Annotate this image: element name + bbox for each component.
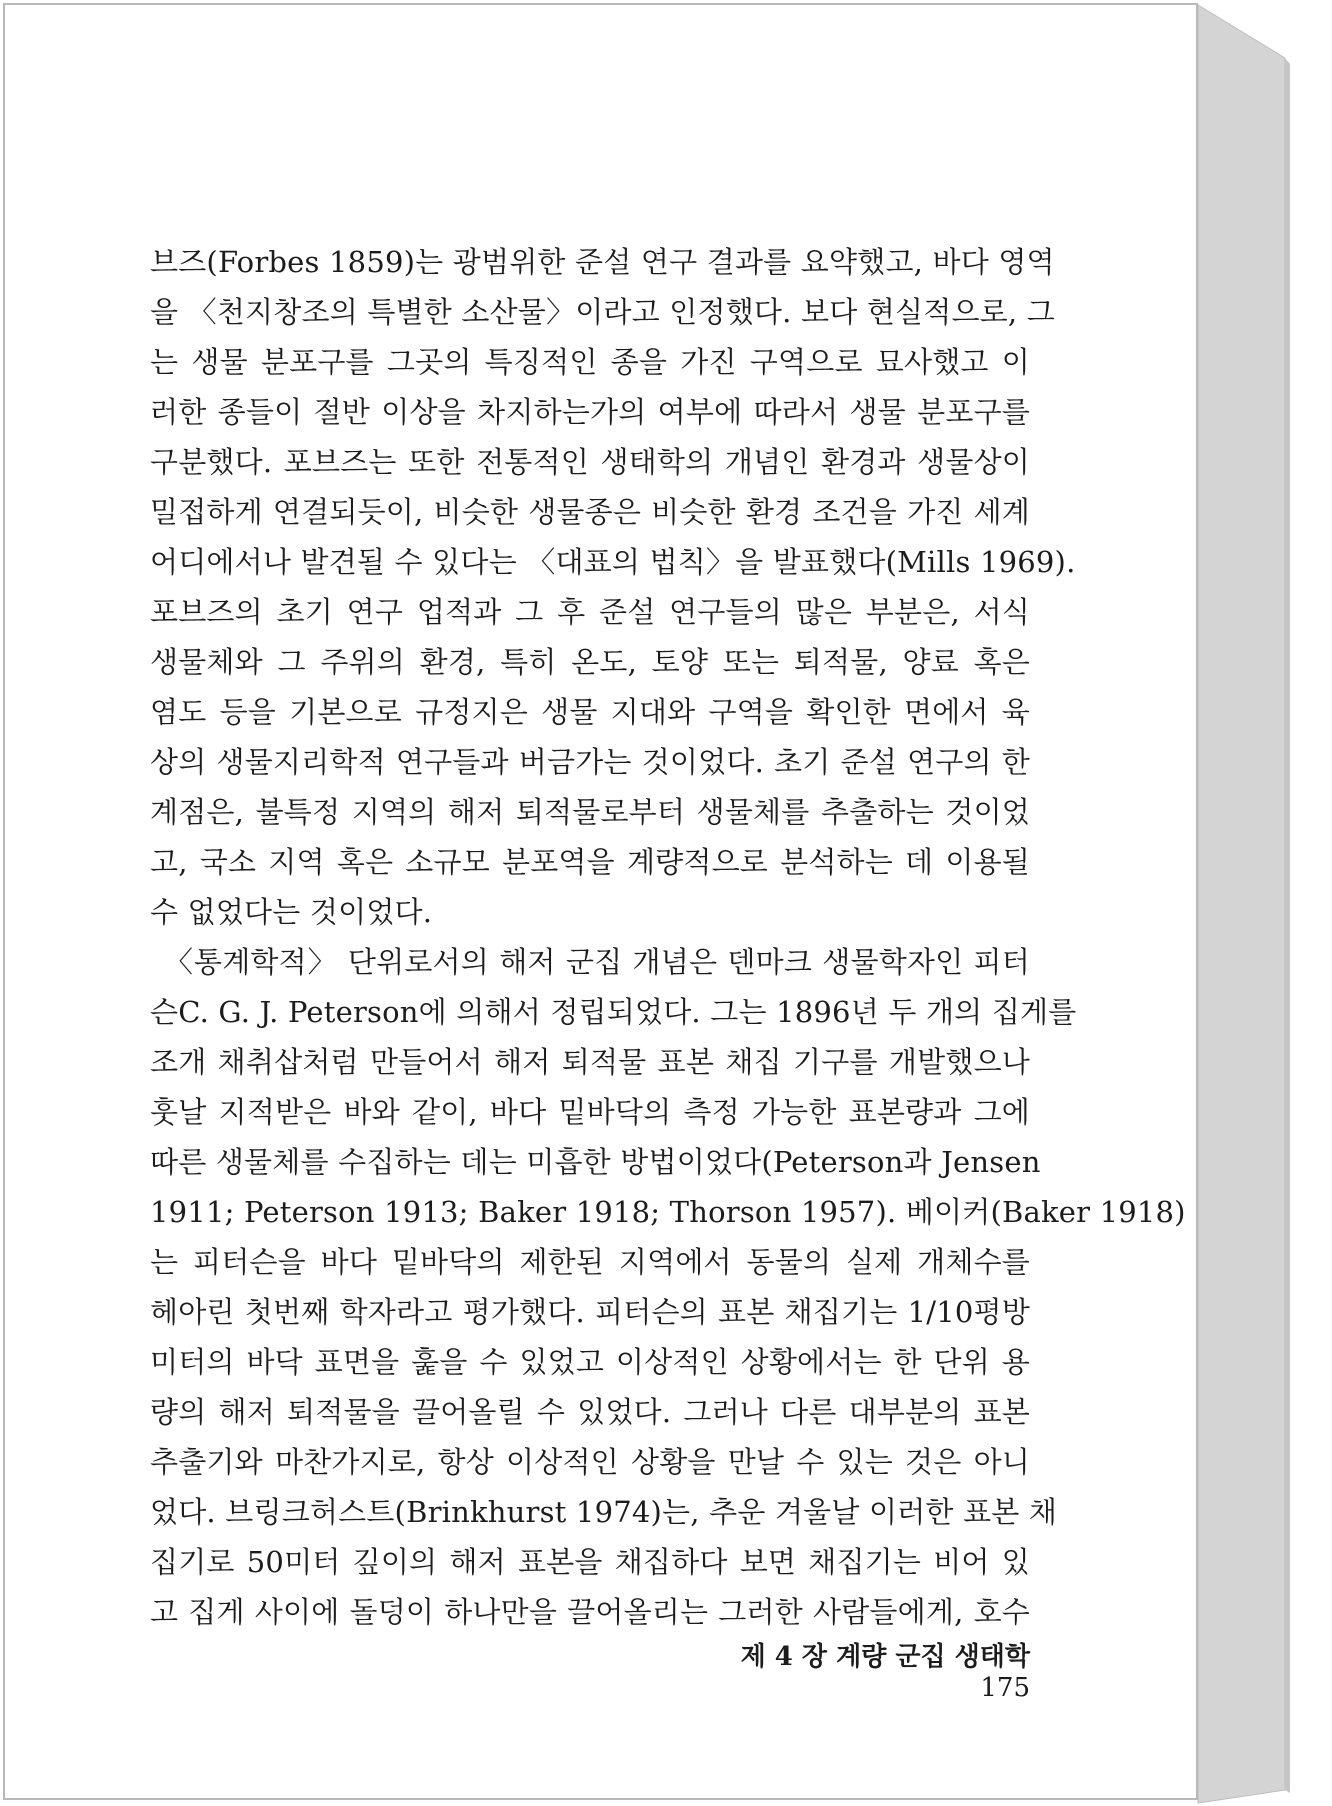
text-line: 염도 등을 기본으로 규정지은 생물 지대와 구역을 확인한 면에서 육: [150, 695, 1030, 729]
text-line: 량의 해저 퇴적물을 끌어올릴 수 있었다. 그러나 다른 대부분의 표본: [150, 1395, 1030, 1429]
body-text: [150, 237, 1186, 1637]
text-line: 따른 생물체를 수집하는 데는 미흡한 방법이었다(Peterson과 Jensen: [150, 1145, 1041, 1179]
text-line: 1911; Peterson 1913; Baker 1918; Thorson 1957). 베이커(Baker 1918): [150, 1195, 1186, 1229]
text-line: 는 피터슨을 바다 밑바닥의 제한된 지역에서 동물의 실제 개체수를: [150, 1245, 1030, 1279]
text-line: 수 없었다는 것이었다.: [150, 895, 433, 929]
text-line: 헤아린 첫번째 학자라고 평가했다. 피터슨의 표본 채집기는 1/10평방: [150, 1295, 1030, 1329]
text-line: 생물체와 그 주위의 환경, 특히 온도, 토양 또는 퇴적물, 양료 혹은: [150, 645, 1030, 679]
text-line: 어디에서나 발견될 수 있다는 〈대표의 법칙〉을 발표했다(Mills 1969).: [150, 545, 1076, 579]
text-line: 포브즈의 초기 연구 업적과 그 후 준설 연구들의 많은 부분은, 서식: [150, 595, 1030, 629]
text-line: 구분했다. 포브즈는 또한 전통적인 생태학의 개념인 환경과 생물상이: [150, 445, 1030, 479]
chapter-title: 제 4 장 계량 군집 생태학: [740, 1642, 1030, 1672]
text-line: 〈통계학적〉 단위로서의 해저 군집 개념은 덴마크 생물학자인 피터: [164, 945, 1030, 979]
page-footer: [700, 1636, 1030, 1703]
text-line: 는 생물 분포구를 그곳의 특징적인 종을 가진 구역으로 묘사했고 이: [150, 345, 1030, 379]
page-number: 175: [980, 1673, 1030, 1703]
text-line: 슨C. G. J. Peterson에 의해서 정립되었다. 그는 1896년 두 개의 집게를: [150, 995, 1077, 1029]
text-line: 고 집게 사이에 돌덩이 하나만을 끌어올리는 그러한 사람들에게, 호수: [150, 1595, 1030, 1629]
text-line: 상의 생물지리학적 연구들과 버금가는 것이었다. 초기 준설 연구의 한: [150, 745, 1030, 779]
text-line: 추출기와 마찬가지로, 항상 이상적인 상황을 만날 수 있는 것은 아니: [150, 1445, 1030, 1479]
text-line: 러한 종들이 절반 이상을 차지하는가의 여부에 따라서 생물 분포구를: [150, 395, 1030, 429]
text-line: 조개 채취삽처럼 만들어서 해저 퇴적물 표본 채집 기구를 개발했으나: [150, 1045, 1030, 1079]
text-line: 브즈(Forbes 1859)는 광범위한 준설 연구 결과를 요약했고, 바다 영역: [150, 245, 1055, 279]
text-line: 을 〈천지창조의 특별한 소산물〉이라고 인정했다. 보다 현실적으로, 그: [150, 295, 1055, 329]
text-line: 밀접하게 연결되듯이, 비슷한 생물종은 비슷한 환경 조건을 가진 세계: [150, 495, 1030, 529]
text-line: 었다. 브링크허스트(Brinkhurst 1974)는, 추운 겨울날 이러한 표본 채: [150, 1495, 1058, 1529]
text-line: 계점은, 불특정 지역의 해저 퇴적물로부터 생물체를 추출하는 것이었: [150, 795, 1030, 829]
text-line: 훗날 지적받은 바와 같이, 바다 밑바닥의 측정 가능한 표본량과 그에: [150, 1095, 1030, 1129]
text-line: 집기로 50미터 깊이의 해저 표본을 채집하다 보면 채집기는 비어 있: [150, 1545, 1030, 1579]
text-line: 고, 국소 지역 혹은 소규모 분포역을 계량적으로 분석하는 데 이용될: [150, 845, 1030, 879]
text-line: 미터의 바닥 표면을 훑을 수 있었고 이상적인 상황에서는 한 단위 용: [150, 1345, 1030, 1379]
